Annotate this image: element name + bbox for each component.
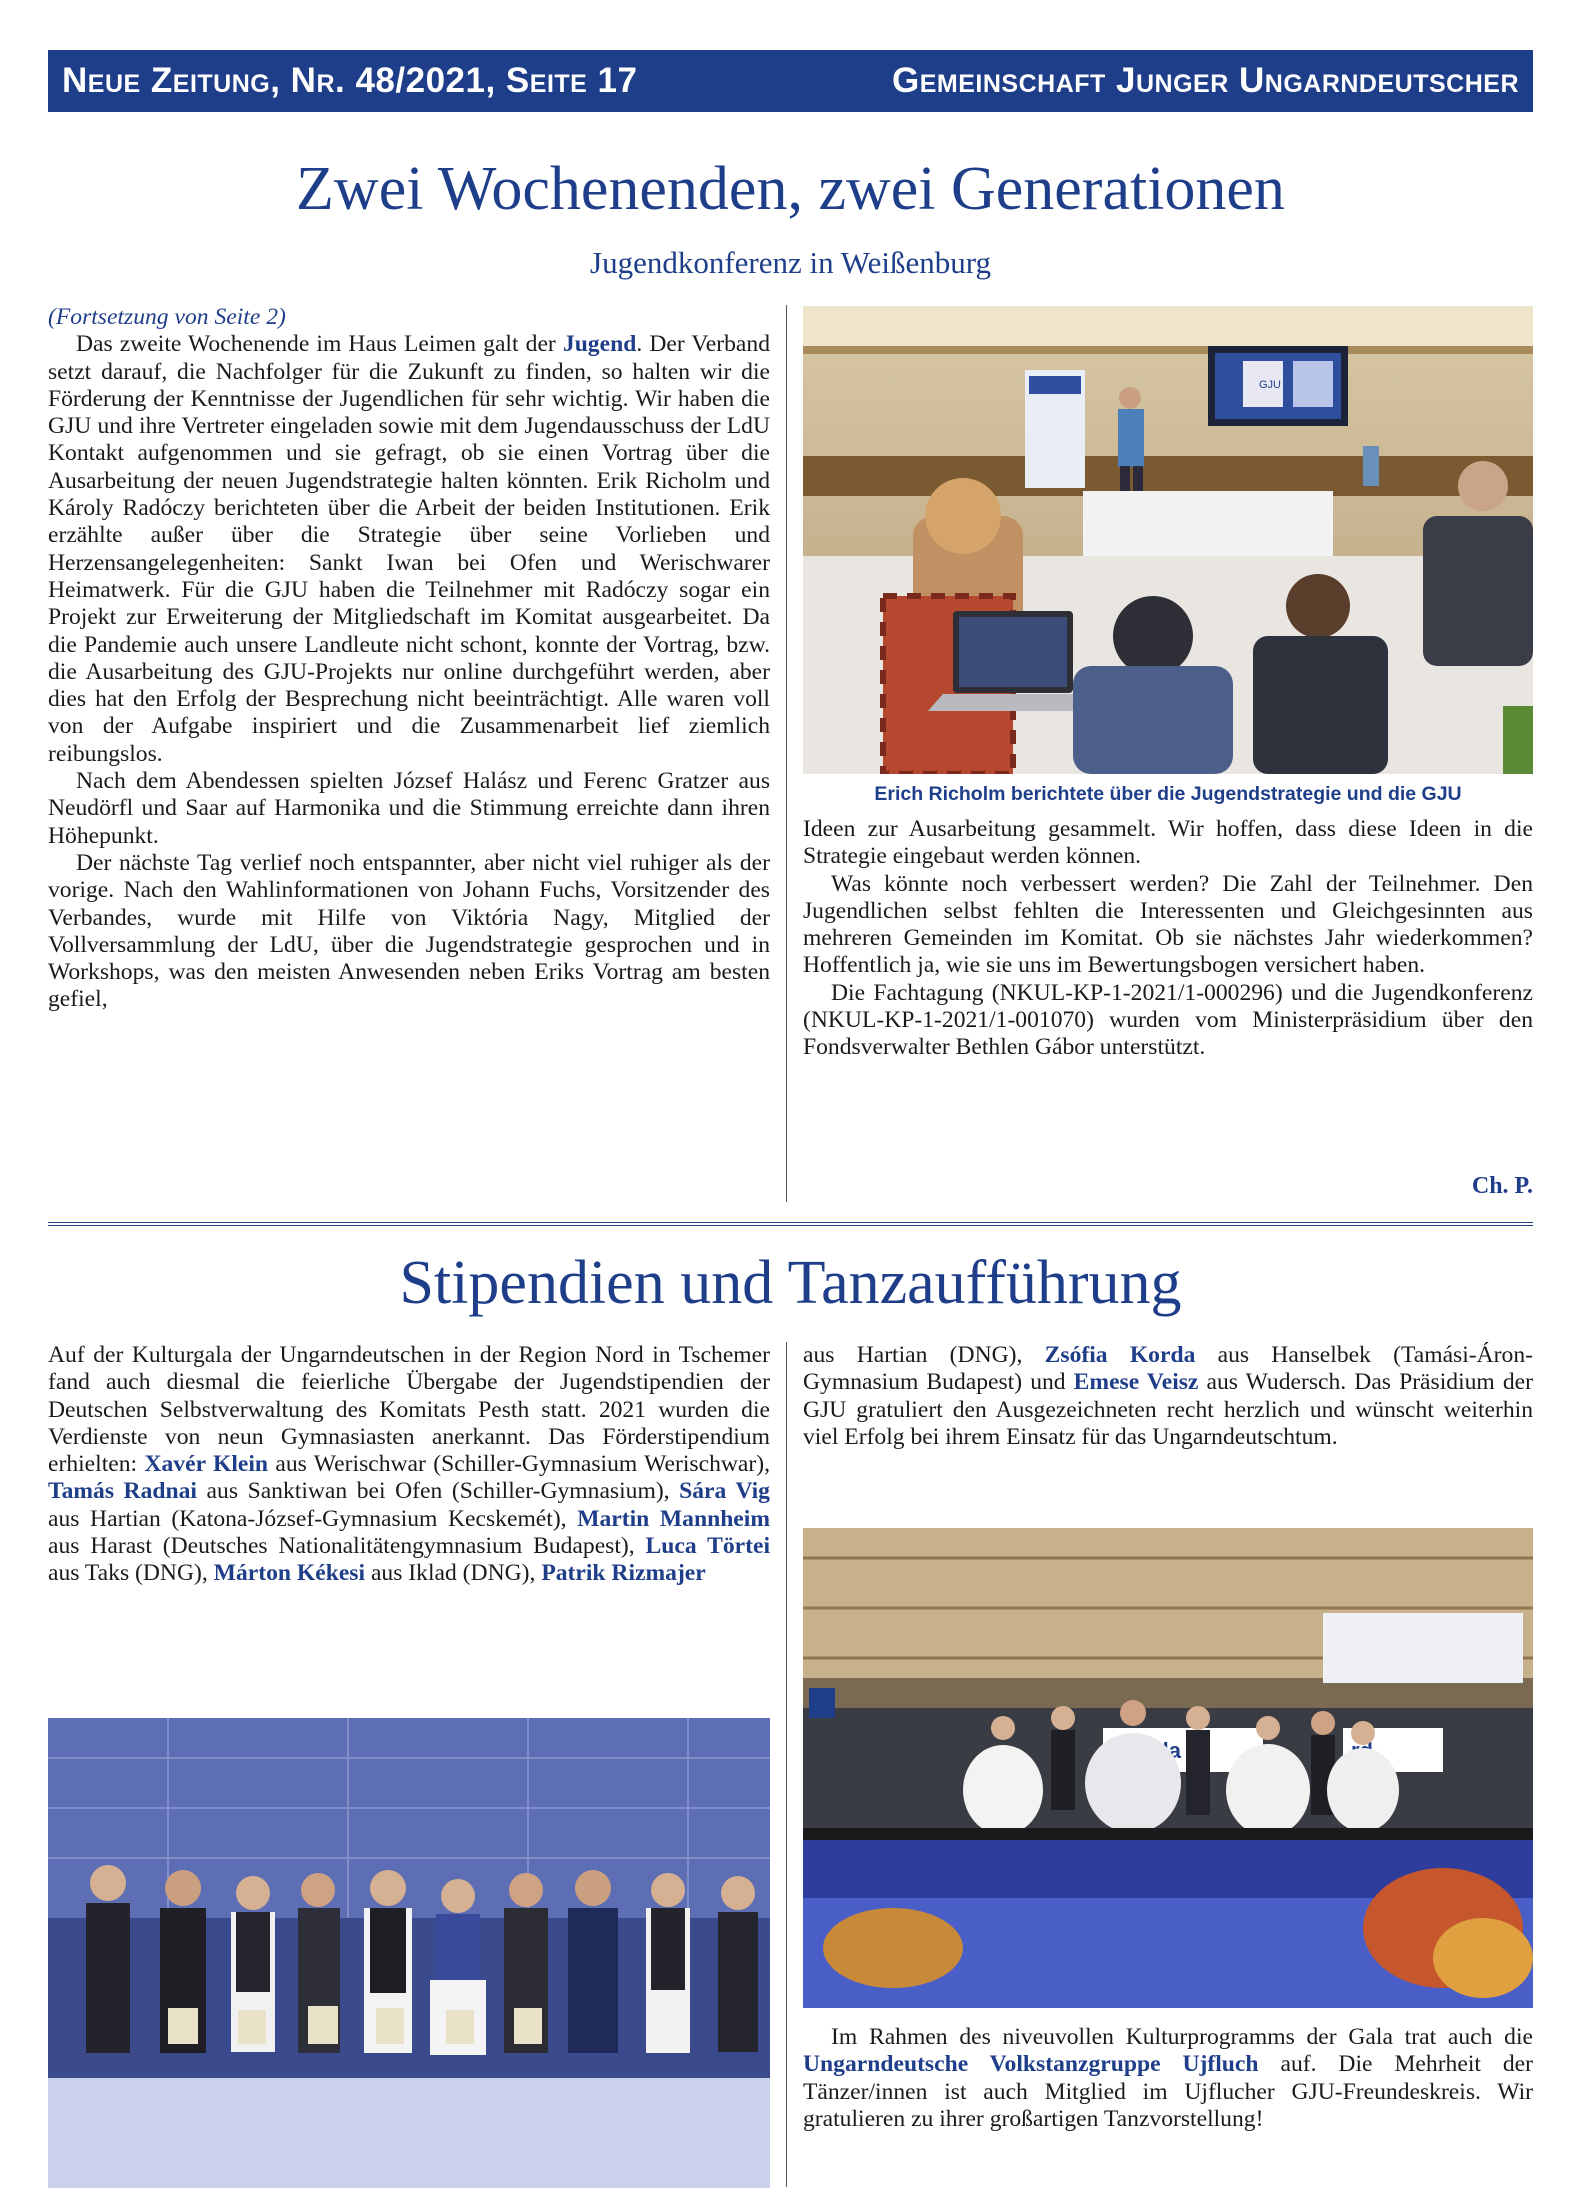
article-2-paragraph: Auf der Kulturgala der Ungarndeutschen in der Region Nord in Tschemer fand auch diesmal die feierliche Übergabe der Jugendstipendien der Deutschen Selbstverwaltung des Komitats Pesth statt. 2021 wurden die Verdienste von neun Gymnasiasten anerkannt. Das Förderstipendium erhielten: Xavér Klein aus Werischwar (Schiller-Gymnasium Werischwar), Tamás Radnai aus Sanktiwan bei Ofen (Schiller-Gymnasium), Sára Vig aus Hartian (Katona-József-Gymnasium Kecskemét), Martin Mannheim aus Harast (Deutsches Nationalitätengymnasium Budapest), Luca Törtei aus Taks (DNG), Márton Kékesi aus Iklad (DNG), Patrik Rizmajer <box>48 1342 770 1587</box>
conference-photo-caption: Erich Richolm berichtete über die Jugendstrategie und die GJU <box>874 783 1462 805</box>
article-1-paragraph: Nach dem Abendessen spielten József Halász und Ferenc Gratzer aus Neudörfl und Saar auf Harmonika und die Stimmung erreichte dann ihren Höhepunkt. <box>48 768 770 849</box>
continued-note: (Fortsetzung von Seite 2) <box>48 304 286 330</box>
article-1-subtitle: Jugendkonferenz in Weißenburg <box>590 245 991 280</box>
page-header <box>48 50 1533 112</box>
article-2-paragraph: aus Hartian (DNG), Zsófia Korda aus Hanselbek (Tamási-Áron-Gymnasium Budapest) und Emese Veisz aus Wudersch. Das Präsidium der GJU gratuliert den Ausgezeichneten recht herzlich und wünscht weiterhin viel Erfolg bei ihrem Einsatz für das Ungarndeutschtum. <box>803 1342 1533 1450</box>
column-divider <box>786 1342 787 2187</box>
article-1-paragraph: Das zweite Wochenende im Haus Leimen galt der Jugend. Der Verband setzt darauf, die Nachfolger für die Zukunft zu finden, so halten wir die Förderung der Kenntnisse der Jugendlichen für sehr wichtig. Wir haben die GJU und ihre Vertreter eingeladen sowie mit dem Jugendausschuss der LdU Kontakt aufgenommen und sie gefragt, ob sie einen Vortrag über die Ausarbeitung der neuen Jugendstrategie halten könnten. Erik Richolm und Károly Radóczy berichteten über die Arbeit der beiden Institutionen. Erik erzählte außer über die Strategie über seine Vorlieben und Herzensangelegenheiten: Sankt Iwan bei Ofen und Werischwarer Heimatwerk. Für die GJU haben die Teilnehmer mit Radóczy sogar ein Projekt zur Erweiterung der Mitgliedschaft im Komitat ausgearbeitet. Da die Pandemie auch unsere Landleute nicht schont, konnte der Vortrag, bzw. die Ausarbeitung des GJU-Projekts nur online durchgeführt werden, aber dies hat den Erfolg der Besprechung nicht beeinträchtigt. Alle waren voll von der Aufgabe inspiriert und die Zusammenarbeit lief ziemlich reibungslos. <box>48 331 770 767</box>
header-right: Gemeinschaft Junger Ungarndeutscher <box>892 61 1519 100</box>
article-2-paragraph: Im Rahmen des niveuvollen Kulturprogramms der Gala trat auch die Ungarndeutsche Volkstanzgruppe Ujfluch auf. Die Mehrheit der Tänzer/innen ist auch Mitglied im Ujflucher GJU-Freundeskreis. Wir gratulieren zu ihrer großartigen Tanzvorstellung! <box>803 2024 1533 2132</box>
dance-photo-illustration <box>803 1528 1533 2008</box>
article-2-right-column <box>803 1342 1533 1451</box>
article-1-right-column <box>803 816 1533 1062</box>
article-1-paragraph: Ideen zur Ausarbeitung gesammelt. Wir hoffen, dass diese Ideen in die Strategie eingebaut werden können. <box>803 816 1533 870</box>
article-1-left-column <box>48 304 770 1014</box>
article-2-right-column-bottom <box>803 2024 1533 2133</box>
scholarship-photo-illustration <box>48 1718 770 2188</box>
article-2-title: Stipendien und Tanzaufführung <box>399 1249 1182 1317</box>
article-1-paragraph: Die Fachtagung (NKUL-KP-1-2021/1-000296) und die Jugendkonferenz (NKUL-KP-1-2021/1-001070) wurden vom Ministerpräsidium über den Fondsverwalter Bethlen Gábor unterstützt. <box>803 979 1533 1061</box>
column-divider <box>786 305 787 1202</box>
article-2-left-column <box>48 1342 770 1588</box>
screen-label: GJU <box>1259 379 1281 391</box>
header-left: Neue Zeitung, Nr. 48/2021, Seite 17 <box>62 61 638 100</box>
article-1-signature: Ch. P. <box>1471 1173 1533 1199</box>
article-1-title: Zwei Wochenenden, zwei Generationen <box>296 155 1285 223</box>
conference-photo <box>803 306 1533 774</box>
article-1-paragraph: Der nächste Tag verlief noch entspannter, aber nicht viel ruhiger als der vorige. Nach den Wahlinformationen von Johann Fuchs, Vorsitzender des Verbandes, wurde mit Hilfe von Viktória Nagy, Mitglied der Vollversammlung der LdU, über die Jugendstrategie gesprochen und in Workshops, was den meisten Anwesenden neben Eriks Vortrag am besten gefiel, <box>48 849 770 1013</box>
conference-photo-illustration <box>803 306 1533 774</box>
dance-photo <box>803 1528 1533 2008</box>
scholarship-photo <box>48 1718 770 2188</box>
article-1-paragraph: Was könnte noch verbessert werden? Die Zahl der Teilnehmer. Den Jugendlichen selbst fehlten die Interessenten und Gleichgesinnten aus mehreren Gemeinden im Komitat. Ob sie nächstes Jahr wiederkommen? Hoffentlich ja, wie sie uns im Bewertungsbogen versichert haben. <box>803 870 1533 979</box>
article-separator <box>48 1222 1533 1226</box>
